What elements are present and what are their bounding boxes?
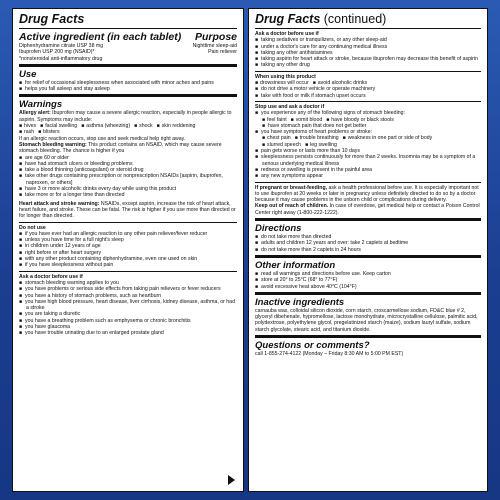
when-using-item: ■ take with food or milk if stomach upset occurs [255, 93, 481, 99]
do-not-use-item: ■ unless you have time for a full night's sleep [19, 237, 237, 243]
sign: ■ weakness in one part or side of body [343, 135, 433, 141]
continue-arrow-icon [228, 475, 235, 485]
other-info-item: ■ store at 20° to 25°C (68° to 77°F) [255, 277, 481, 283]
stop-use-heading: Stop use and ask a doctor if [255, 103, 325, 110]
do-not-use-item: ■ if you have ever had an allergic reaction to any other pain reliever/fever reducer [19, 231, 237, 237]
when-using-item: ■ drowsiness will occur [255, 80, 309, 86]
ask-doctor-item: ■ taking any other drug [255, 62, 481, 68]
allergy-after: If an allergic reaction occurs, stop use and seek medical help right away. [19, 135, 186, 142]
sign: ■ chest pain [262, 135, 291, 141]
stop-use-item: ■ any new symptoms appear [255, 173, 481, 179]
use-item: ■ helps you fall asleep and stay asleep [19, 86, 237, 92]
stop-use-item: ■ redness or swelling is present in the painful area [255, 167, 481, 173]
bleed-item: ■ are age 60 or older [19, 155, 237, 161]
ingredient-name: Ibuprofen USP 200 mg (NSAID)* [19, 49, 95, 56]
directions-heading: Directions [255, 223, 302, 235]
questions-phone: call 1-855-274-4122 (Monday – Friday 8:30 AM to 5:00 PM EST) [255, 350, 404, 357]
bleed-item: ■ have had stomach ulcers or bleeding problems [19, 161, 237, 167]
bleed-item: ■ take more or for a longer time than directed [19, 192, 237, 198]
other-info-item: ■ avoid excessive heat above 40°C (104°F) [255, 284, 481, 290]
symptom: ■ hives [19, 123, 36, 129]
warnings-heading: Warnings [19, 99, 63, 111]
ask-doctor-item: ■ you have a history of stomach problems, such as heartburn [19, 293, 237, 299]
ask-doctor-item: ■ under a doctor's care for any continuing medical illness [255, 44, 481, 50]
direction-item: ■ adults and children 12 years and over: take 2 caplets at bedtime [255, 240, 481, 246]
drug-facts-left-panel [12, 8, 244, 492]
do-not-use-item: ■ if you have sleeplessness without pain [19, 262, 237, 268]
symptom: ■ skin reddening [157, 123, 196, 129]
stop-use-item: ■ sleeplessness persists continuously for more than 2 weeks. Insomnia may be a symptom of a serious underlying medical illness [255, 154, 481, 167]
symptom: ■ facial swelling [40, 123, 77, 129]
stomach-bleeding-warning: Stomach bleeding warning: This product contains an NSAID, which may cause severe stomach bleeding. The chance is higher if you [19, 141, 222, 155]
ask-doctor-item: ■ stomach bleeding warning applies to you [19, 280, 237, 286]
stop-use-item: ■ you experience any of the following signs of stomach bleeding: [255, 110, 481, 116]
stop-use-item: ■ pain gets worse or lasts more than 10 days [255, 148, 481, 154]
allergy-alert: Allergy alert: Ibuprofen may cause a severe allergic reaction, especially in people allergic to aspirin. Symptoms may include: [19, 110, 232, 123]
stop-use-item: ■ you have symptoms of heart problems or stroke: [255, 129, 481, 135]
ingredient-name: Diphenhydramine citrate USP 38 mg [19, 43, 104, 49]
ask-doctor-item: ■ you have a breathing problem such as emphysema or chronic bronchitis [19, 318, 237, 324]
do-not-use-item: ■ in children under 12 years of age [19, 243, 237, 249]
ask-doctor-item: ■ taking any other antihistamines [255, 50, 481, 56]
inactive-ingredients-text: carnauba wax, colloidal silicon dioxide, corn starch, croscarmellose sodium, FD&C blue # 2, glyceryl dibehenate, hypromellose, lactose monohydrate, microcrystalline cellulose, palmitic acid, polydextrose, polyethylene glycol, pregelatinized starch (maize), sodium lauryl sulfate, sodium starch glycolate, stearic acid, and titanium dioxide. [255, 307, 478, 333]
ask-doctor-item: ■ you have glaucoma [19, 324, 237, 330]
nsaid-footnote: *nonsteroidal anti-inflammatory drug [19, 55, 103, 62]
when-using-item: ■ do not drive a motor vehicle or operate machinery [255, 86, 481, 92]
drug-facts-continued-title: Drug Facts (continued) [255, 12, 387, 26]
sign: ■ slurred speech [262, 142, 301, 148]
sign: ■ have bloody or black stools [326, 117, 394, 123]
inactive-ingredients-heading: Inactive ingredients [255, 296, 345, 308]
sign: ■ feel faint [262, 117, 287, 123]
use-heading: Use [19, 68, 37, 80]
ask-doctor-item: ■ taking sedatives or tranquilizers, or any other sleep-aid [255, 37, 481, 43]
sign: ■ leg swelling [305, 142, 337, 148]
ask-doctor-heading: Ask a doctor before use if [19, 273, 83, 280]
ask-doctor-heading: Ask a doctor before use if [255, 31, 319, 37]
bleed-item: ■ have 3 or more alcoholic drinks every day while using this product [19, 186, 237, 192]
other-info-item: ■ read all warnings and directions before use. Keep carton [255, 271, 481, 277]
use-item: ■ for relief of occasional sleeplessness when associated with minor aches and pains [19, 80, 237, 86]
sign: ■ vomit blood [291, 117, 323, 123]
symptom: ■ asthma (wheezing) [81, 123, 130, 129]
when-using-item: ■ avoid alcoholic drinks [313, 80, 367, 86]
sign: ■ trouble breathing [295, 135, 339, 141]
ingredient-purpose: Nighttime sleep-aid [192, 43, 237, 49]
drug-facts-right-panel [248, 8, 488, 492]
questions-heading: Questions or comments? [255, 339, 370, 351]
bleed-item: ■ take other drugs containing prescription or nonprescription NSAIDs [aspirin, ibuprofen, naproxen, or others] [19, 173, 237, 186]
direction-item: ■ do not take more than 2 caplets in 24 hours [255, 247, 481, 253]
purpose-heading: Purpose [194, 31, 237, 43]
symptom: ■ shock [134, 123, 153, 129]
drug-facts-title: Drug Facts [19, 12, 85, 26]
stop-use-subitem: ■ have stomach pain that does not get better [255, 123, 481, 129]
ask-doctor-item: ■ you have trouble urinating due to an enlarged prostate gland [19, 330, 237, 336]
ask-doctor-item: ■ you have high blood pressure, heart disease, liver cirrhosis, kidney disease, asthma, or had a stroke [19, 299, 237, 312]
ask-doctor-item: ■ you have problems or serious side effects from taking pain relievers or fever reducers [19, 286, 237, 292]
other-information-heading: Other information [255, 259, 336, 271]
heart-stroke-warning: Heart attack and stroke warning: NSAIDs, except aspirin, increase the risk of heart attack, heart failure, and stroke. These can be fatal. The risk is higher if you use more than directed or for longer than directed. [19, 200, 236, 220]
do-not-use-item: ■ right before or after heart surgery [19, 250, 237, 256]
keep-out-of-reach: Keep out of reach of children. In case of overdose, get medical help or contact a Poison Control Center right away (1-800-222-1222). [255, 203, 480, 216]
active-ingredient-heading: Active ingredient (in each tablet) [19, 31, 182, 43]
ingredient-purpose: Pain reliever [208, 49, 237, 56]
active-ingredient-header [19, 31, 237, 43]
ask-doctor-item: ■ you are taking a diuretic [19, 311, 237, 317]
ask-doctor-item: ■ taking aspirin for heart attack or stroke, because ibuprofen may decrease this benefit of aspirin [255, 56, 481, 62]
symptom: ■ blisters [38, 129, 59, 135]
bleed-item: ■ take a blood thinning (anticoagulant) or steroid drug [19, 167, 237, 173]
symptom: ■ rash [19, 129, 34, 135]
do-not-use-heading: Do not use [19, 224, 46, 231]
pregnancy-warning: If pregnant or breast-feeding, ask a health professional before use. It is especially important not to use ibuprofen at 20 weeks or later in pregnancy unless definitely directed to do so by a doctor because it may cause problems in the unborn child or complications during delivery. [255, 184, 479, 204]
direction-item: ■ do not take more than directed [255, 234, 481, 240]
do-not-use-item: ■ with any other product containing diphenhydramine, even one used on skin [19, 256, 237, 262]
when-using-heading: When using this product [255, 73, 316, 80]
